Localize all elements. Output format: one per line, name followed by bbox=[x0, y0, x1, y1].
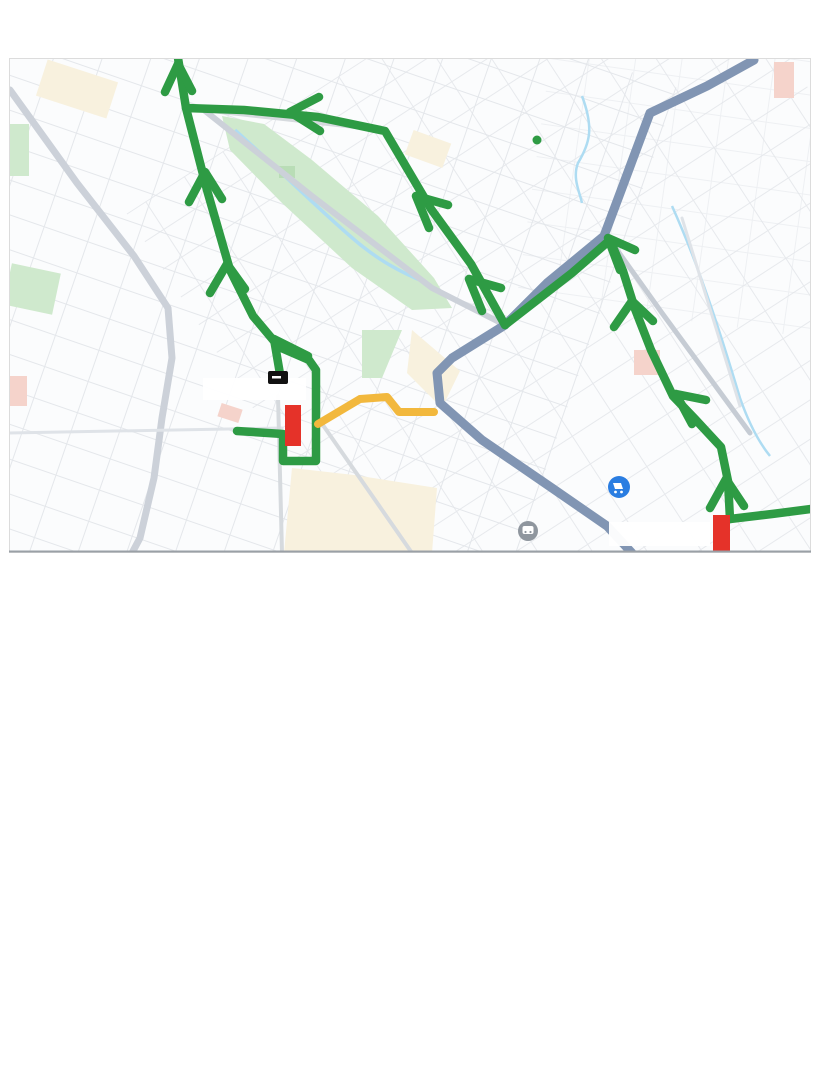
street-grid-topright bbox=[517, 58, 811, 338]
bloqueio-left-box bbox=[203, 378, 306, 400]
route-dot bbox=[533, 136, 542, 145]
title-wrap bbox=[0, 0, 829, 31]
transit-icon bbox=[518, 521, 538, 541]
blockade-marker-left bbox=[285, 405, 301, 446]
blockade-marker-right bbox=[713, 515, 730, 551]
bloqueio-right-box bbox=[609, 522, 710, 546]
shopping-cart-icon bbox=[608, 476, 630, 498]
store-icon bbox=[268, 371, 288, 384]
detour-map bbox=[9, 58, 811, 553]
map-canvas bbox=[9, 58, 811, 553]
